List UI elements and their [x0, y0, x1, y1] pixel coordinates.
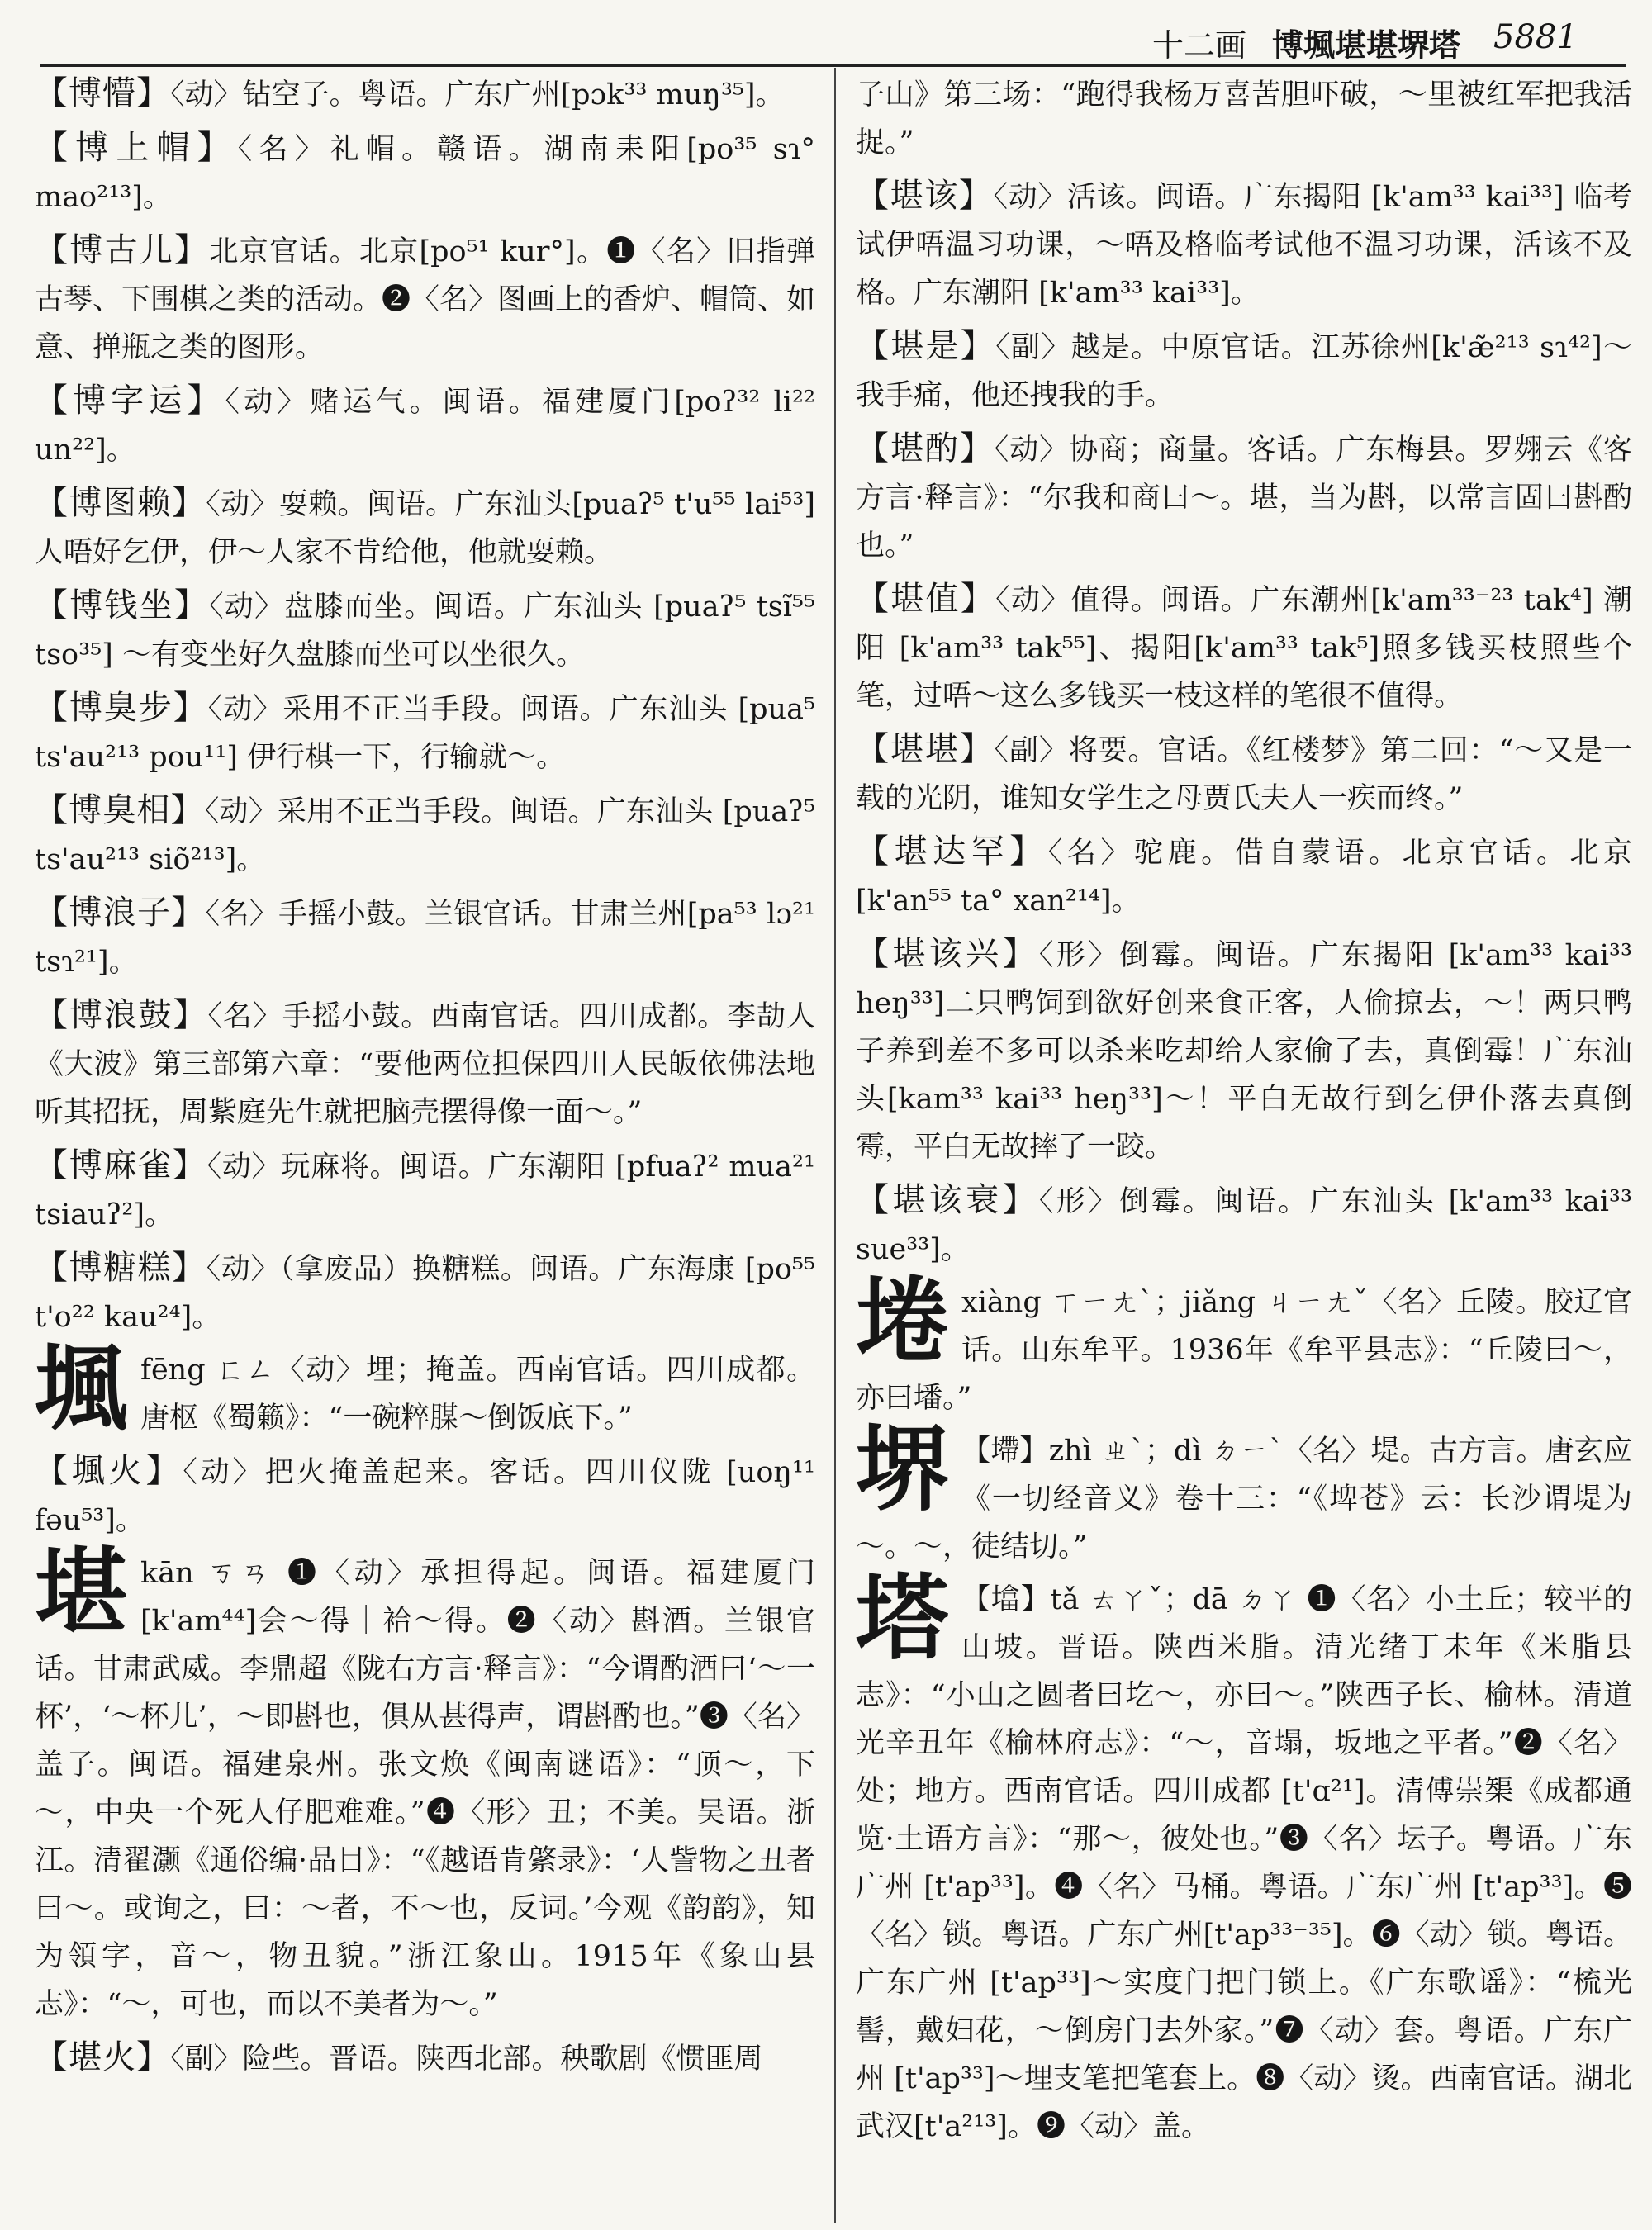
entry-text: 北京官话。北京[po⁵¹ kur°]。❶〈名〉旧指弹古琴、下围棋之类的活动。❷〈名〉图画上的香炉、帽筒、如意、掸瓶之类的图形。: [35, 235, 815, 364]
entry-headword: 【博浪鼓】: [35, 996, 208, 1034]
entry-headword: 【博古儿】: [35, 231, 210, 269]
entry-text: 〈动〉把火掩盖起来。客话。四川仪陇 [uoŋ¹¹ fəu⁵³]。: [35, 1456, 815, 1537]
character-entry-kan: [35, 1538, 815, 2028]
entry-text: 〈动〉耍赖。闽语。广东汕头[puaʔ⁵ t'u⁵⁵ lai⁵³] 人唔好乞伊，伊～人家不肯给他，他就耍赖。: [35, 488, 815, 569]
entry-text: 〈动〉赌运气。闽语。福建厦门[poʔ³² li²² un²²]。: [35, 386, 815, 467]
dictionary-entry: [35, 684, 815, 781]
entry-text: 〈形〉倒霉。闽语。广东揭阳 [k'am³³ kai³³ heŋ³³]二只鸭饲到欲好创来食正客，人偷掠去，～！两只鸭子养到差不多可以杀来吃却给人家偷了去，真倒霉！广东汕头[kam³³ kai³³ heŋ³³]～！平白无故行到乞伊仆落去真倒霉，平白无故摔了一跤。: [856, 939, 1632, 1164]
head-character: 塔: [856, 1564, 948, 1672]
dictionary-entry: [856, 425, 1632, 570]
entry-text: 〈动〉值得。闽语。广东潮州[k'am³³⁻²³ tak⁴] 潮阳 [k'am³³ tak⁵⁵]、揭阳[k'am³³ tak⁵]照多钱买枝照些个笔，过唔～这么多钱买一枝这样的笔很不值得。: [856, 584, 1632, 713]
entry-text: 〈动〉协商；商量。客话。广东梅县。罗翙云《客方言·释言》：“尔我和商曰～。堪，当为斟，以常言固曰斟酌也。”: [856, 434, 1632, 562]
entry-text: 〈动〉盘膝而坐。闽语。广东汕头 [puaʔ⁵ tsĩ⁵⁵ tso³⁵] ～有变坐好久盘膝而坐可以坐很久。: [35, 591, 815, 671]
head-character: 堪: [35, 1538, 127, 1646]
entry-text: 〈名〉驼鹿。借自蒙语。北京官话。北京 [k'an⁵⁵ ta° xan²¹⁴]。: [856, 837, 1632, 918]
dictionary-entry: [35, 991, 815, 1136]
entry-headword: 【博字运】: [35, 382, 225, 420]
dictionary-entry: [35, 226, 815, 372]
entry-headword: 【博图赖】: [35, 484, 206, 522]
entry-headword: 【博臭步】: [35, 689, 208, 727]
entry-text: 〈动〉钻空子。粤语。广东广州[pɔk³³ muŋ³⁵]。: [170, 78, 785, 112]
head-character: 埢: [856, 1267, 948, 1375]
dictionary-entry: [856, 930, 1632, 1171]
left-column: [35, 69, 815, 2227]
dictionary-entry: [35, 1447, 815, 1544]
entry-text: 〈动〉活该。闽语。广东揭阳 [k'am³³ kai³³] 临考试伊唔温习功课，～唔及格临考试他不温习功课，活该不及格。广东潮阳 [k'am³³ kai³³]。: [856, 181, 1632, 310]
entry-headword: 【堸火】: [35, 1452, 183, 1490]
running-header: [0, 0, 1652, 66]
entry-headword: 【博麻雀】: [35, 1146, 207, 1184]
dictionary-entry: [35, 2033, 815, 2083]
entry-headword: 【堪酌】: [856, 429, 995, 467]
entry-headword: 【博钱坐】: [35, 586, 210, 624]
character-entry-ta: [856, 1564, 1632, 2151]
entry-text: 〈名〉手摇小鼓。兰银官话。甘肃兰州[pa⁵³ lɔ²¹ tsɿ²¹]。: [35, 898, 815, 979]
dictionary-entry: [856, 828, 1632, 925]
entry-text: 〈副〉险些。晋语。陕西北部。秧歌剧《惯匪周: [170, 2043, 763, 2076]
dictionary-entry: [35, 124, 815, 221]
head-character: 堸: [35, 1335, 127, 1443]
entry-text: 〈副〉将要。官话。《红楼梦》第二回：“～又是一载的光阴，谁知女学生之母贾氏夫人一疾而终。”: [856, 734, 1632, 815]
entry-text: 〈形〉倒霉。闽语。广东汕头 [k'am³³ kai³³ sue³³]。: [856, 1185, 1632, 1266]
entry-headword: 【堪堪】: [856, 730, 995, 768]
dictionary-entry: [856, 1176, 1632, 1274]
entry-headword: 【堪火】: [35, 2038, 170, 2076]
entry-headword: 【堪达罕】: [856, 833, 1048, 871]
entry-text: 〈动〉采用不正当手段。闽语。广东汕头 [pua⁵ ts'au²¹³ pou¹¹] 伊行棋一下，行输就～。: [35, 693, 815, 774]
dictionary-entry: [856, 725, 1632, 823]
column-divider: [834, 68, 836, 2223]
entry-headword: 【博糖糕】: [35, 1249, 206, 1287]
entry-text: 〈动〉（拿废品）换糖糕。闽语。广东海康 [po⁵⁵ t'o²² kau²⁴]。: [35, 1253, 815, 1334]
dictionary-entry: [35, 1141, 815, 1239]
entry-headword: 【博浪子】: [35, 894, 206, 932]
dictionary-entry: [856, 172, 1632, 317]
dictionary-entry: [35, 581, 815, 679]
head-character: 堺: [856, 1416, 948, 1524]
entry-headword: 【博上帽】: [35, 129, 238, 167]
entry-text: kān ㄎㄢ ❶〈动〉承担得起。闽语。福建厦门[k'am⁴⁴]会～得｜袷～得。❷〈动〉斟酒。兰银官话。甘肃武威。李鼎超《陇右方言·释言》：“今谓酌酒曰‘～一杯’，‘～杯儿’，～即斟也，俱从甚得声，谓斟酌也。”❸〈名〉盖子。闽语。福建泉州。张文焕《闽南谜语》：“顶～，下～，中央一个死人仔肥难难。”❹〈形〉丑；不美。吴语。浙江。清翟灏《通俗编·品目》：“《越语肯綮录》：‘人訾物之丑者曰～。或询之，曰：～者，不～也，反词。’今观《韵韵》，知为領字，音～，物丑貌。”浙江象山。1915年《象山县志》：“～，可也，而以不美者为～。”: [35, 1557, 815, 2021]
dictionary-entry: [856, 69, 1632, 167]
entry-text: 子山》第三场：“跑得我杨万喜苦胆吓破，～里被红军把我活捉。”: [856, 78, 1632, 159]
dictionary-entry: [35, 377, 815, 474]
entry-text: 〈名〉礼帽。赣语。湖南耒阳[po³⁵ sɿ° mao²¹³]。: [35, 133, 815, 214]
header-characters: 博堸堪堪堺塔: [1272, 27, 1461, 64]
character-entry-juan: [856, 1267, 1632, 1422]
entry-text: 〈动〉采用不正当手段。闽语。广东汕头 [puaʔ⁵ ts'au²¹³ siõ²¹³]。: [35, 795, 815, 876]
entry-text: 〈名〉手摇小鼓。西南官话。四川成都。李劼人《大波》第三部第六章：“要他两位担保四川人民皈依佛法地听其招抚，周紫庭先生就把脑壳摆得像一面～。”: [35, 1000, 815, 1129]
entry-headword: 【博懵】: [35, 74, 170, 112]
dictionary-entry: [35, 69, 815, 119]
dictionary-entry: [35, 786, 815, 884]
entry-text: fēng ㄈㄥ〈动〉埋；掩盖。西南官话。四川成都。唐枢《蜀籁》：“一碗粹腜～倒饭底下。”: [140, 1354, 815, 1435]
page-number: 5881: [1493, 18, 1578, 56]
dictionary-entry: [856, 575, 1632, 720]
entry-text: 〈副〉越是。中原官话。江苏徐州[k'æ̃²¹³ sɿ⁴²]～我手痛，他还拽我的手。: [856, 331, 1632, 412]
dictionary-entry: [35, 479, 815, 576]
entry-text: 【墖】tǎ ㄊㄚˇ；dā ㄉㄚ ❶〈名〉小土丘；较平的山坡。晋语。陕西米脂。清光绪丁未年《米脂县志》：“小山之圆者曰圪～，亦曰～。”陕西子长、榆林。清道光辛丑年《榆林府志》：“～，音塌，坂地之平者。”❷〈名〉处；地方。西南官话。四川成都 [t'ɑ²¹]。清傅崇榘《成都通览·土语方言》：“那～，彼处也。”❸〈名〉坛子。粤语。广东广州 [t'ap³³]。❹〈名〉马桶。粤语。广东广州 [t'ap³³]。❺〈名〉锁。粤语。广东广州[t'ap³³⁻³⁵]。❻〈动〉锁。粤语。广东广州 [t'ap³³]～实度门把门锁上。《广东歌谣》：“梳光髻，戴妇花，～倒房门去外家。”❼〈动〉套。粤语。广东广州 [t'ap³³]～埋支笔把笔套上。❽〈动〉烫。西南官话。湖北武汉[t'a²¹³]。❾〈动〉盖。: [856, 1583, 1632, 2143]
entry-headword: 【堪该衰】: [856, 1181, 1039, 1219]
header-section: 十二画: [1152, 27, 1247, 64]
character-entry-zhi: [856, 1416, 1632, 1571]
dictionary-entry: [856, 322, 1632, 420]
dictionary-entry: [35, 889, 815, 986]
entry-text: 〈动〉玩麻将。闽语。广东潮阳 [pfuaʔ² mua²¹ tsiauʔ²]。: [35, 1151, 815, 1231]
entry-headword: 【堪值】: [856, 580, 996, 618]
entry-headword: 【堪该兴】: [856, 935, 1039, 973]
entry-headword: 【堪是】: [856, 327, 996, 365]
entry-headword: 【堪该】: [856, 177, 994, 215]
entry-text: xiàng ㄒㄧㄤˋ；jiǎng ㄐㄧㄤˇ〈名〉丘陵。胶辽官话。山东牟平。1936年《牟平县志》：“丘陵曰～，亦曰墦。”: [856, 1286, 1632, 1415]
dictionary-entry: [35, 1244, 815, 1341]
entry-headword: 【博臭相】: [35, 791, 205, 829]
right-column: [856, 69, 1632, 2227]
header-rule: [40, 64, 1626, 67]
character-entry-feng: [35, 1335, 815, 1443]
entry-text: 【墆】zhì ㄓˋ；dì ㄉㄧˋ〈名〉堤。古方言。唐玄应《一切经音义》卷十三：“《埤苍》云：长沙谓堤为～。～，徒结切。”: [856, 1435, 1632, 1563]
